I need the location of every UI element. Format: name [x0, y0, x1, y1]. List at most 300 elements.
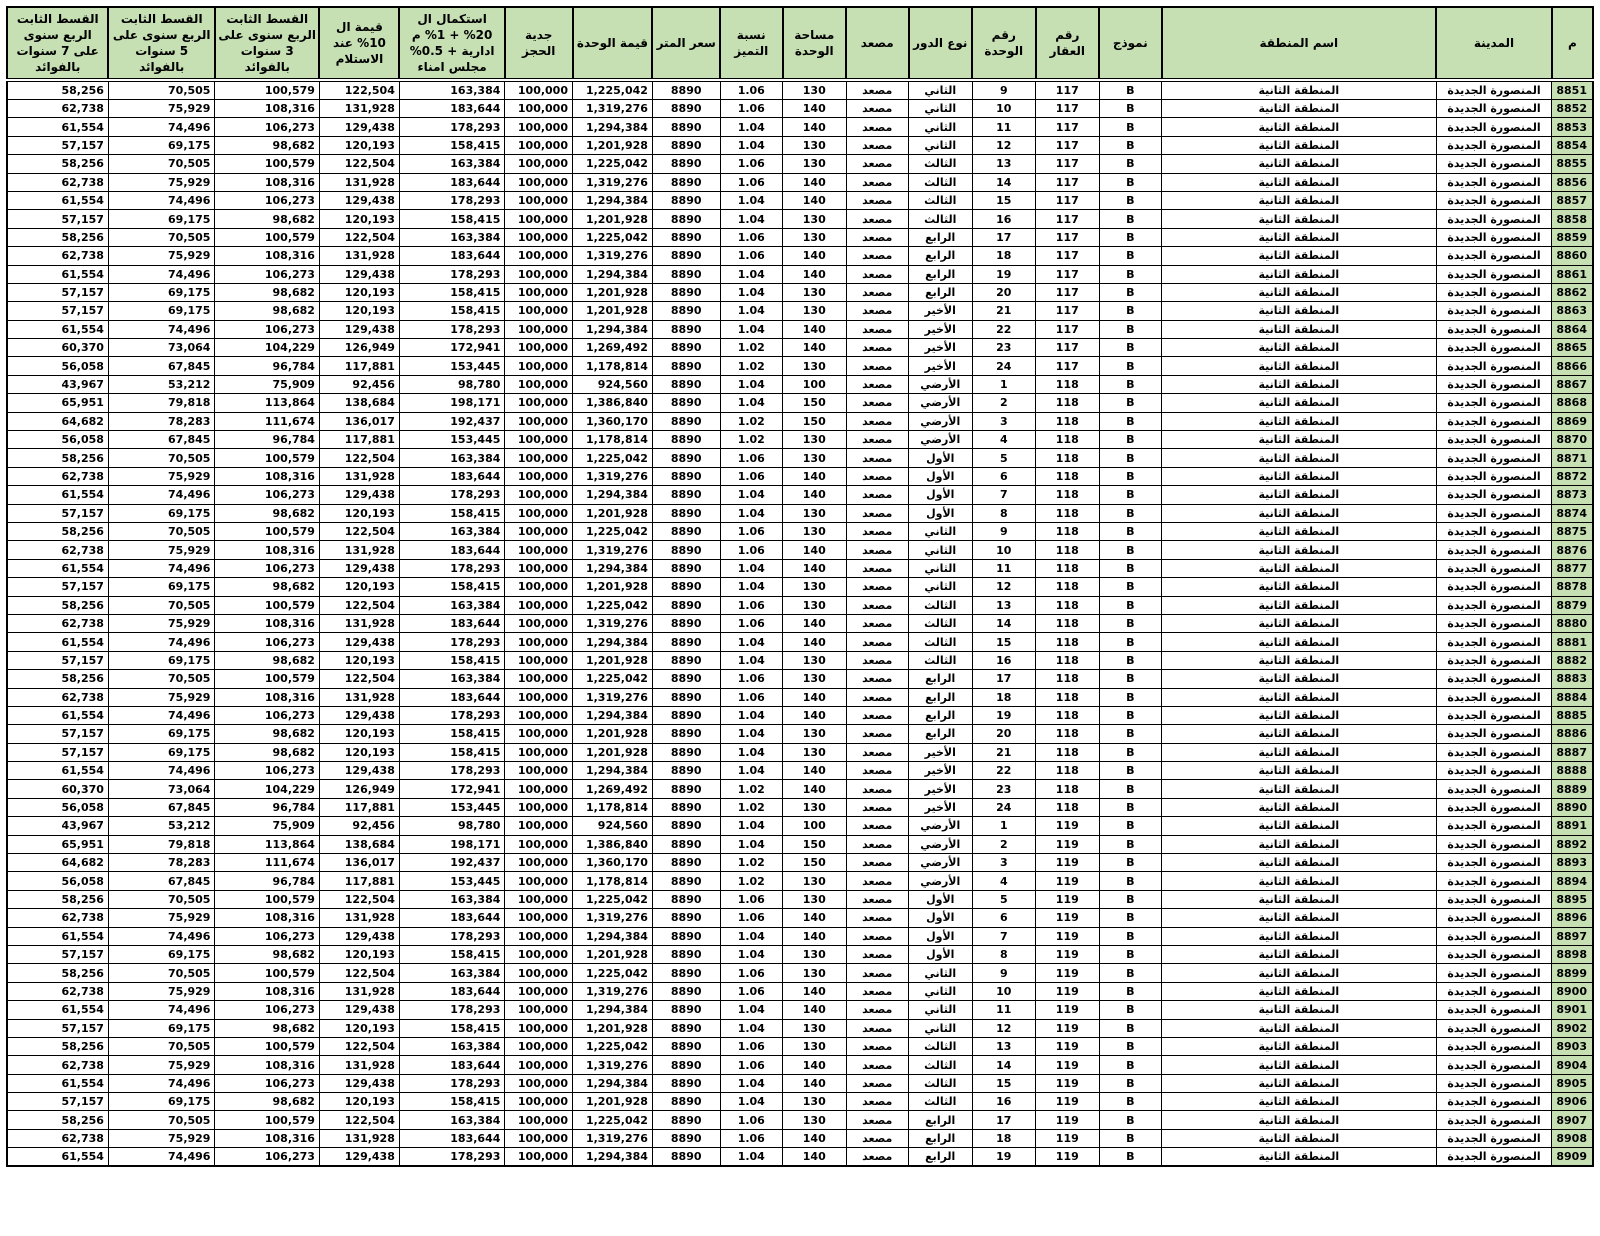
cell-p10: 129,438: [319, 118, 399, 136]
cell-meter-price: 8890: [652, 1148, 720, 1167]
cell-city: المنصورة الجديدة: [1436, 302, 1552, 320]
cell-elevator: مصعد: [846, 522, 908, 540]
cell-unit-value: 1,319,276: [573, 982, 653, 1000]
cell-area-name: المنطقة الثانية: [1162, 817, 1437, 835]
table-row: [7, 486, 1593, 504]
cell-q3: 98,682: [215, 1019, 320, 1037]
cell-unit-area: 140: [783, 118, 847, 136]
cell-floor-type: الرابع: [909, 706, 973, 724]
table-row: [7, 412, 1593, 430]
cell-unit-area: 130: [783, 743, 847, 761]
cell-factor: 1.04: [720, 1074, 782, 1092]
cell-q7: 61,554: [7, 633, 108, 651]
cell-unit-area: 130: [783, 302, 847, 320]
cell-deposit: 100,000: [505, 1111, 573, 1129]
cell-index: 8906: [1552, 1093, 1593, 1111]
cell-q3: 108,316: [215, 173, 320, 191]
cell-area-name: المنطقة الثانية: [1162, 504, 1437, 522]
cell-index: 8884: [1552, 688, 1593, 706]
cell-unit-area: 150: [783, 854, 847, 872]
cell-unit-value: 1,225,042: [573, 80, 653, 100]
cell-p20: 183,644: [399, 982, 505, 1000]
cell-index: 8891: [1552, 817, 1593, 835]
cell-unit-area: 130: [783, 80, 847, 100]
cell-floor-type: الأرضي: [909, 394, 973, 412]
cell-elevator: مصعد: [846, 670, 908, 688]
cell-model: B: [1099, 798, 1161, 816]
cell-q5: 73,064: [108, 339, 215, 357]
cell-floor-type: الأرضي: [909, 412, 973, 430]
cell-city: المنصورة الجديدة: [1436, 431, 1552, 449]
cell-index: 8898: [1552, 945, 1593, 963]
cell-deposit: 100,000: [505, 964, 573, 982]
cell-unit-number: 6: [972, 909, 1036, 927]
table-row: [7, 302, 1593, 320]
cell-q3: 106,273: [215, 1001, 320, 1019]
cell-deposit: 100,000: [505, 504, 573, 522]
cell-q7: 56,058: [7, 798, 108, 816]
cell-unit-value: 1,225,042: [573, 155, 653, 173]
cell-floor-type: الثاني: [909, 982, 973, 1000]
cell-unit-area: 130: [783, 596, 847, 614]
cell-unit-value: 1,201,928: [573, 945, 653, 963]
cell-unit-number: 12: [972, 1019, 1036, 1037]
cell-unit-number: 3: [972, 412, 1036, 430]
cell-meter-price: 8890: [652, 1019, 720, 1037]
cell-building-number: 119: [1036, 964, 1100, 982]
cell-p10: 131,928: [319, 541, 399, 559]
cell-index: 8886: [1552, 725, 1593, 743]
cell-meter-price: 8890: [652, 835, 720, 853]
cell-building-number: 119: [1036, 1129, 1100, 1147]
cell-model: B: [1099, 155, 1161, 173]
cell-unit-value: 1,201,928: [573, 743, 653, 761]
cell-factor: 1.06: [720, 449, 782, 467]
cell-index: 8899: [1552, 964, 1593, 982]
cell-p10: 122,504: [319, 890, 399, 908]
cell-area-name: المنطقة الثانية: [1162, 559, 1437, 577]
cell-unit-area: 140: [783, 614, 847, 632]
cell-factor: 1.04: [720, 302, 782, 320]
cell-area-name: المنطقة الثانية: [1162, 780, 1437, 798]
cell-city: المنصورة الجديدة: [1436, 210, 1552, 228]
cell-meter-price: 8890: [652, 155, 720, 173]
cell-unit-value: 1,294,384: [573, 265, 653, 283]
cell-p10: 92,456: [319, 375, 399, 393]
cell-q3: 106,273: [215, 265, 320, 283]
cell-elevator: مصعد: [846, 375, 908, 393]
cell-index: 8863: [1552, 302, 1593, 320]
cell-q5: 75,929: [108, 982, 215, 1000]
cell-area-name: المنطقة الثانية: [1162, 1056, 1437, 1074]
cell-unit-number: 20: [972, 283, 1036, 301]
cell-floor-type: الأخير: [909, 339, 973, 357]
cell-q5: 74,496: [108, 320, 215, 338]
cell-factor: 1.04: [720, 633, 782, 651]
cell-q5: 70,505: [108, 670, 215, 688]
cell-index: 8888: [1552, 762, 1593, 780]
cell-floor-type: الرابع: [909, 265, 973, 283]
cell-q5: 69,175: [108, 725, 215, 743]
table-row: [7, 1111, 1593, 1129]
cell-q7: 58,256: [7, 522, 108, 540]
cell-q3: 104,229: [215, 780, 320, 798]
cell-meter-price: 8890: [652, 798, 720, 816]
cell-model: B: [1099, 173, 1161, 191]
table-row: [7, 780, 1593, 798]
cell-p10: 129,438: [319, 1001, 399, 1019]
cell-factor: 1.04: [720, 725, 782, 743]
cell-factor: 1.06: [720, 614, 782, 632]
cell-q7: 61,554: [7, 265, 108, 283]
cell-unit-number: 10: [972, 982, 1036, 1000]
cell-area-name: المنطقة الثانية: [1162, 467, 1437, 485]
cell-unit-number: 19: [972, 265, 1036, 283]
cell-q5: 74,496: [108, 706, 215, 724]
cell-unit-number: 24: [972, 798, 1036, 816]
cell-floor-type: الأول: [909, 449, 973, 467]
cell-elevator: مصعد: [846, 854, 908, 872]
cell-q7: 62,738: [7, 467, 108, 485]
cell-factor: 1.06: [720, 890, 782, 908]
cell-p20: 183,644: [399, 467, 505, 485]
cell-unit-number: 14: [972, 1056, 1036, 1074]
cell-area-name: المنطقة الثانية: [1162, 210, 1437, 228]
cell-index: 8885: [1552, 706, 1593, 724]
cell-unit-value: 1,225,042: [573, 522, 653, 540]
cell-floor-type: الأخير: [909, 743, 973, 761]
cell-p10: 131,928: [319, 614, 399, 632]
cell-unit-area: 130: [783, 578, 847, 596]
cell-floor-type: الأخير: [909, 302, 973, 320]
cell-index: 8875: [1552, 522, 1593, 540]
cell-p10: 129,438: [319, 1148, 399, 1167]
cell-p10: 131,928: [319, 909, 399, 927]
cell-unit-value: 1,294,384: [573, 320, 653, 338]
cell-area-name: المنطقة الثانية: [1162, 191, 1437, 209]
cell-meter-price: 8890: [652, 890, 720, 908]
cell-factor: 1.02: [720, 780, 782, 798]
cell-unit-number: 3: [972, 854, 1036, 872]
cell-p20: 178,293: [399, 118, 505, 136]
cell-building-number: 118: [1036, 578, 1100, 596]
cell-model: B: [1099, 504, 1161, 522]
cell-area-name: المنطقة الثانية: [1162, 80, 1437, 100]
cell-index: 8864: [1552, 320, 1593, 338]
cell-index: 8856: [1552, 173, 1593, 191]
cell-factor: 1.04: [720, 743, 782, 761]
cell-elevator: مصعد: [846, 982, 908, 1000]
cell-q7: 61,554: [7, 486, 108, 504]
cell-p10: 129,438: [319, 706, 399, 724]
cell-unit-number: 24: [972, 357, 1036, 375]
cell-p10: 131,928: [319, 100, 399, 118]
cell-unit-area: 140: [783, 780, 847, 798]
cell-model: B: [1099, 283, 1161, 301]
cell-deposit: 100,000: [505, 854, 573, 872]
cell-unit-value: 1,225,042: [573, 964, 653, 982]
col-header-area-name: اسم المنطقة: [1162, 7, 1437, 80]
cell-meter-price: 8890: [652, 320, 720, 338]
cell-p10: 122,504: [319, 1111, 399, 1129]
cell-building-number: 117: [1036, 118, 1100, 136]
cell-model: B: [1099, 449, 1161, 467]
cell-unit-area: 140: [783, 762, 847, 780]
cell-floor-type: الثالث: [909, 651, 973, 669]
cell-building-number: 118: [1036, 522, 1100, 540]
cell-factor: 1.06: [720, 964, 782, 982]
cell-building-number: 117: [1036, 283, 1100, 301]
cell-q3: 106,273: [215, 118, 320, 136]
cell-floor-type: الرابع: [909, 1111, 973, 1129]
cell-unit-area: 140: [783, 927, 847, 945]
cell-area-name: المنطقة الثانية: [1162, 596, 1437, 614]
cell-p20: 158,415: [399, 945, 505, 963]
cell-model: B: [1099, 854, 1161, 872]
cell-p10: 131,928: [319, 1129, 399, 1147]
cell-q7: 56,058: [7, 431, 108, 449]
cell-factor: 1.04: [720, 762, 782, 780]
cell-p10: 120,193: [319, 210, 399, 228]
cell-unit-number: 22: [972, 320, 1036, 338]
cell-unit-area: 140: [783, 1129, 847, 1147]
cell-q5: 70,505: [108, 228, 215, 246]
cell-meter-price: 8890: [652, 614, 720, 632]
cell-area-name: المنطقة الثانية: [1162, 651, 1437, 669]
cell-meter-price: 8890: [652, 412, 720, 430]
cell-p20: 183,644: [399, 1056, 505, 1074]
cell-p20: 153,445: [399, 872, 505, 890]
cell-deposit: 100,000: [505, 412, 573, 430]
cell-p10: 129,438: [319, 762, 399, 780]
cell-city: المنصورة الجديدة: [1436, 762, 1552, 780]
cell-q7: 61,554: [7, 559, 108, 577]
cell-unit-value: 1,201,928: [573, 283, 653, 301]
cell-city: المنصورة الجديدة: [1436, 339, 1552, 357]
cell-unit-area: 140: [783, 265, 847, 283]
cell-unit-area: 130: [783, 1111, 847, 1129]
cell-q7: 62,738: [7, 541, 108, 559]
table-row: [7, 670, 1593, 688]
cell-building-number: 118: [1036, 743, 1100, 761]
cell-unit-area: 130: [783, 798, 847, 816]
cell-q3: 108,316: [215, 100, 320, 118]
cell-unit-area: 150: [783, 394, 847, 412]
cell-p20: 183,644: [399, 173, 505, 191]
cell-area-name: المنطقة الثانية: [1162, 1074, 1437, 1092]
cell-q5: 74,496: [108, 633, 215, 651]
cell-q7: 58,256: [7, 890, 108, 908]
cell-q3: 98,682: [215, 578, 320, 596]
cell-city: المنصورة الجديدة: [1436, 927, 1552, 945]
cell-area-name: المنطقة الثانية: [1162, 375, 1437, 393]
cell-index: 8860: [1552, 247, 1593, 265]
cell-floor-type: الثالث: [909, 191, 973, 209]
cell-factor: 1.04: [720, 817, 782, 835]
cell-unit-value: 1,201,928: [573, 302, 653, 320]
cell-q3: 98,682: [215, 945, 320, 963]
cell-q5: 70,505: [108, 964, 215, 982]
cell-city: المنصورة الجديدة: [1436, 449, 1552, 467]
col-header-elevator: مصعد: [846, 7, 908, 80]
cell-unit-area: 130: [783, 1019, 847, 1037]
cell-p10: 120,193: [319, 945, 399, 963]
cell-p20: 98,780: [399, 817, 505, 835]
cell-q7: 61,554: [7, 1074, 108, 1092]
cell-p10: 129,438: [319, 1074, 399, 1092]
cell-model: B: [1099, 872, 1161, 890]
cell-meter-price: 8890: [652, 945, 720, 963]
cell-elevator: مصعد: [846, 1019, 908, 1037]
cell-meter-price: 8890: [652, 1037, 720, 1055]
cell-q5: 69,175: [108, 945, 215, 963]
cell-unit-area: 130: [783, 155, 847, 173]
cell-building-number: 118: [1036, 431, 1100, 449]
cell-model: B: [1099, 541, 1161, 559]
cell-p10: 131,928: [319, 688, 399, 706]
cell-floor-type: الأول: [909, 945, 973, 963]
cell-q7: 65,951: [7, 394, 108, 412]
cell-elevator: مصعد: [846, 743, 908, 761]
cell-elevator: مصعد: [846, 725, 908, 743]
cell-meter-price: 8890: [652, 927, 720, 945]
cell-unit-number: 15: [972, 1074, 1036, 1092]
cell-area-name: المنطقة الثانية: [1162, 173, 1437, 191]
cell-factor: 1.06: [720, 909, 782, 927]
cell-deposit: 100,000: [505, 909, 573, 927]
table-row: [7, 817, 1593, 835]
cell-unit-value: 924,560: [573, 375, 653, 393]
cell-elevator: مصعد: [846, 633, 908, 651]
cell-factor: 1.02: [720, 872, 782, 890]
cell-q7: 58,256: [7, 670, 108, 688]
cell-elevator: مصعد: [846, 762, 908, 780]
cell-p10: 120,193: [319, 283, 399, 301]
cell-floor-type: الرابع: [909, 283, 973, 301]
cell-deposit: 100,000: [505, 80, 573, 100]
table-row: [7, 541, 1593, 559]
cell-unit-area: 130: [783, 431, 847, 449]
cell-floor-type: الأول: [909, 467, 973, 485]
cell-q5: 79,818: [108, 394, 215, 412]
cell-q5: 69,175: [108, 504, 215, 522]
cell-p10: 92,456: [319, 817, 399, 835]
col-header-p10: قيمة ال 10% عند الاستلام: [319, 7, 399, 80]
cell-deposit: 100,000: [505, 486, 573, 504]
cell-model: B: [1099, 486, 1161, 504]
cell-factor: 1.04: [720, 651, 782, 669]
cell-index: 8862: [1552, 283, 1593, 301]
cell-deposit: 100,000: [505, 357, 573, 375]
cell-factor: 1.06: [720, 982, 782, 1000]
cell-index: 8895: [1552, 890, 1593, 908]
cell-unit-area: 140: [783, 1148, 847, 1167]
cell-index: 8853: [1552, 118, 1593, 136]
cell-q5: 75,929: [108, 100, 215, 118]
cell-factor: 1.06: [720, 155, 782, 173]
cell-unit-value: 1,386,840: [573, 835, 653, 853]
cell-meter-price: 8890: [652, 1129, 720, 1147]
cell-unit-value: 1,360,170: [573, 412, 653, 430]
cell-deposit: 100,000: [505, 228, 573, 246]
cell-deposit: 100,000: [505, 688, 573, 706]
table-row: [7, 339, 1593, 357]
cell-p10: 120,193: [319, 743, 399, 761]
col-header-index: م: [1552, 7, 1593, 80]
cell-q3: 108,316: [215, 541, 320, 559]
cell-q5: 69,175: [108, 210, 215, 228]
cell-p20: 163,384: [399, 449, 505, 467]
cell-city: المنصورة الجديدة: [1436, 522, 1552, 540]
cell-elevator: مصعد: [846, 265, 908, 283]
cell-building-number: 118: [1036, 394, 1100, 412]
cell-p10: 120,193: [319, 1019, 399, 1037]
cell-unit-number: 6: [972, 467, 1036, 485]
cell-unit-area: 130: [783, 725, 847, 743]
cell-floor-type: الثاني: [909, 118, 973, 136]
cell-model: B: [1099, 633, 1161, 651]
cell-model: B: [1099, 302, 1161, 320]
cell-meter-price: 8890: [652, 1074, 720, 1092]
cell-factor: 1.06: [720, 247, 782, 265]
cell-model: B: [1099, 964, 1161, 982]
cell-q7: 65,951: [7, 835, 108, 853]
table-row: [7, 522, 1593, 540]
cell-model: B: [1099, 559, 1161, 577]
cell-deposit: 100,000: [505, 762, 573, 780]
cell-model: B: [1099, 743, 1161, 761]
cell-model: B: [1099, 835, 1161, 853]
cell-index: 8866: [1552, 357, 1593, 375]
cell-elevator: مصعد: [846, 927, 908, 945]
cell-city: المنصورة الجديدة: [1436, 945, 1552, 963]
cell-elevator: مصعد: [846, 118, 908, 136]
cell-building-number: 117: [1036, 265, 1100, 283]
cell-p20: 163,384: [399, 155, 505, 173]
cell-building-number: 119: [1036, 1019, 1100, 1037]
cell-deposit: 100,000: [505, 283, 573, 301]
cell-unit-number: 16: [972, 651, 1036, 669]
table-row: [7, 173, 1593, 191]
cell-unit-number: 17: [972, 228, 1036, 246]
cell-q7: 57,157: [7, 651, 108, 669]
cell-city: المنصورة الجديدة: [1436, 1056, 1552, 1074]
cell-q3: 106,273: [215, 320, 320, 338]
table-row: [7, 1019, 1593, 1037]
cell-floor-type: الثالث: [909, 1093, 973, 1111]
cell-elevator: مصعد: [846, 155, 908, 173]
table-row: [7, 743, 1593, 761]
cell-area-name: المنطقة الثانية: [1162, 927, 1437, 945]
cell-factor: 1.04: [720, 191, 782, 209]
cell-unit-number: 9: [972, 522, 1036, 540]
cell-meter-price: 8890: [652, 265, 720, 283]
cell-elevator: مصعد: [846, 1129, 908, 1147]
cell-unit-number: 4: [972, 431, 1036, 449]
cell-q7: 57,157: [7, 283, 108, 301]
cell-index: 8908: [1552, 1129, 1593, 1147]
cell-city: المنصورة الجديدة: [1436, 283, 1552, 301]
cell-q7: 62,738: [7, 909, 108, 927]
cell-q3: 100,579: [215, 522, 320, 540]
cell-unit-area: 140: [783, 320, 847, 338]
cell-model: B: [1099, 320, 1161, 338]
cell-unit-value: 1,319,276: [573, 1056, 653, 1074]
cell-q5: 75,929: [108, 1129, 215, 1147]
cell-model: B: [1099, 762, 1161, 780]
cell-q5: 75,929: [108, 614, 215, 632]
cell-building-number: 117: [1036, 136, 1100, 154]
